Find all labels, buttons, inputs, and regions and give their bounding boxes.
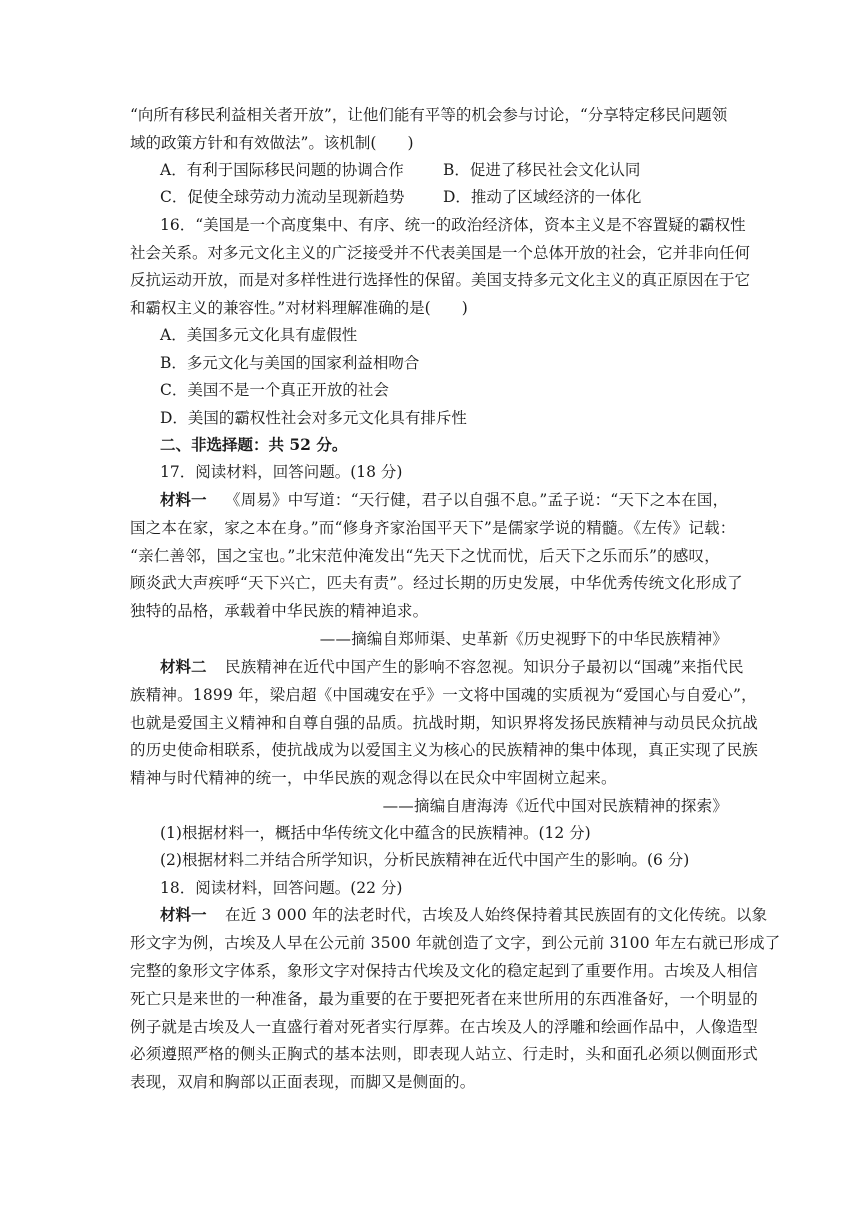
q17-subquestion-1: (1)根据材料一，概括中华传统文化中蕴含的民族精神。(12 分): [160, 824, 591, 842]
q17-material-1-line-2: 国之本在家，家之本在身。”而“修身齐家治国平天下”是儒家学说的精髓。《左传》记载：: [130, 519, 736, 537]
q17-material-1-source: ——摘编自郑师渠、史革新《历史视野下的中华民族精神》: [319, 630, 728, 648]
q17-material-2-label: 材料二: [160, 657, 207, 676]
q16-stem-line-4: 和霸权主义的兼容性。”对材料理解准确的是( ): [130, 299, 468, 317]
q17-material-1-line-3: “亲仁善邻，国之宝也。”北宋范仲淹发出“先天下之忧而忧，后天下之乐而乐”的感叹，: [130, 547, 720, 565]
q17-material-1-line-5: 独特的品格，承载着中华民族的精神追求。: [130, 602, 429, 620]
q17-material-2-line-2: 族精神。1899 年，梁启超《中国魂安在乎》一文将中国魂的实质视为“爱国心与自爱心”，: [130, 686, 757, 704]
q16-stem-line-1: 16．“美国是一个高度集中、有序、统一的政治经济体，资本主义是不容置疑的霸权性: [160, 216, 746, 234]
q18-material-1-line-4: 死亡只是来世的一种准备，最为重要的在于要把死者在来世所用的东西准备好，一个明显的: [130, 990, 759, 1008]
q18-material-1-line-7: 表现，双肩和胸部以正面表现，而脚又是侧面的。: [130, 1073, 476, 1091]
q16-option-d: D．美国的霸权性社会对多元文化具有排斥性: [160, 409, 467, 427]
q15-stem-line-1: “向所有移民利益相关者开放”，让他们能有平等的机会参与讨论，“分享特定移民问题领: [130, 106, 728, 124]
q18-material-1-line-3: 完整的象形文字体系，象形文字对保持古代埃及文化的稳定起到了重要作用。古埃及人相信: [130, 962, 759, 980]
q18-material-1-line-2: 形文字为例，古埃及人早在公元前 3500 年就创造了文字，到公元前 3100 年左右就已形成了: [130, 934, 781, 952]
q16-option-a: A．美国多元文化具有虚假性: [160, 326, 358, 344]
q17-material-2-line-5: 精神与时代精神的统一，中华民族的观念得以在民众中牢固树立起来。: [130, 769, 617, 787]
q18-material-1-line-6: 必须遵照严格的侧头正胸式的基本法则，即表现人站立、行走时，头和面孔必须以侧面形式: [130, 1045, 759, 1063]
q18-material-1-line-1: 在近 3 000 年的法老时代，古埃及人始终保持着其民族固有的文化传统。以象: [225, 906, 768, 924]
q18-material-1-label: 材料一: [160, 905, 207, 924]
section-heading: 二、非选择题：共 52 分。: [160, 435, 348, 454]
q16-option-b: B．多元文化与美国的国家利益相吻合: [160, 354, 420, 372]
q17-material-2-line-1: 民族精神在近代中国产生的影响不容忽视。知识分子最初以“国魂”来指代民: [225, 658, 744, 676]
q15-option-a: A．有利于国际移民问题的协调合作: [160, 161, 404, 179]
q15-option-d: D．推动了区域经济的一体化: [443, 188, 642, 206]
q17-material-1-line-1: 《周易》中写道：“天行健，君子以自强不息。”孟子说：“天下之本在国，: [225, 491, 729, 509]
q15-option-b: B．促进了移民社会文化认同: [443, 161, 641, 179]
q17-material-2-line-3: 也就是爱国主义精神和自尊自强的品质。抗战时期，知识界将发扬民族精神与动员民众抗战: [130, 714, 759, 732]
q15-option-c: C．促使全球劳动力流动呈现新趋势: [160, 188, 405, 206]
q17-material-2-source: ——摘编自唐海涛《近代中国对民族精神的探索》: [382, 797, 728, 815]
q16-option-c: C．美国不是一个真正开放的社会: [160, 381, 389, 399]
q17-title: 17．阅读材料，回答问题。(18 分): [160, 463, 403, 481]
q16-stem-line-2: 社会关系。对多元文化主义的广泛接受并不代表美国是一个总体开放的社会，它并非向任何: [130, 244, 751, 262]
q16-stem-line-3: 反抗运动开放，而是对多样性进行选择性的保留。美国支持多元文化主义的真正原因在于它: [130, 271, 751, 289]
q17-subquestion-2: (2)根据材料二并结合所学知识，分析民族精神在近代中国产生的影响。(6 分): [160, 851, 690, 869]
q15-stem-line-2: 域的政策方针和有效做法”。该机制( ): [130, 134, 414, 152]
q17-material-2-line-4: 的历史使命相联系，使抗战成为以爱国主义为核心的民族精神的集中体现，真正实现了民族: [130, 741, 759, 759]
q18-title: 18．阅读材料，回答问题。(22 分): [160, 879, 403, 897]
q18-material-1-line-5: 例子就是古埃及人一直盛行着对死者实行厚葬。在古埃及人的浮雕和绘画作品中，人像造型: [130, 1018, 759, 1036]
q17-material-1-label: 材料一: [160, 490, 207, 509]
q17-material-1-line-4: 顾炎武大声疾呼“天下兴亡，匹夫有责”。经过长期的历史发展，中华优秀传统文化形成了: [130, 574, 743, 592]
